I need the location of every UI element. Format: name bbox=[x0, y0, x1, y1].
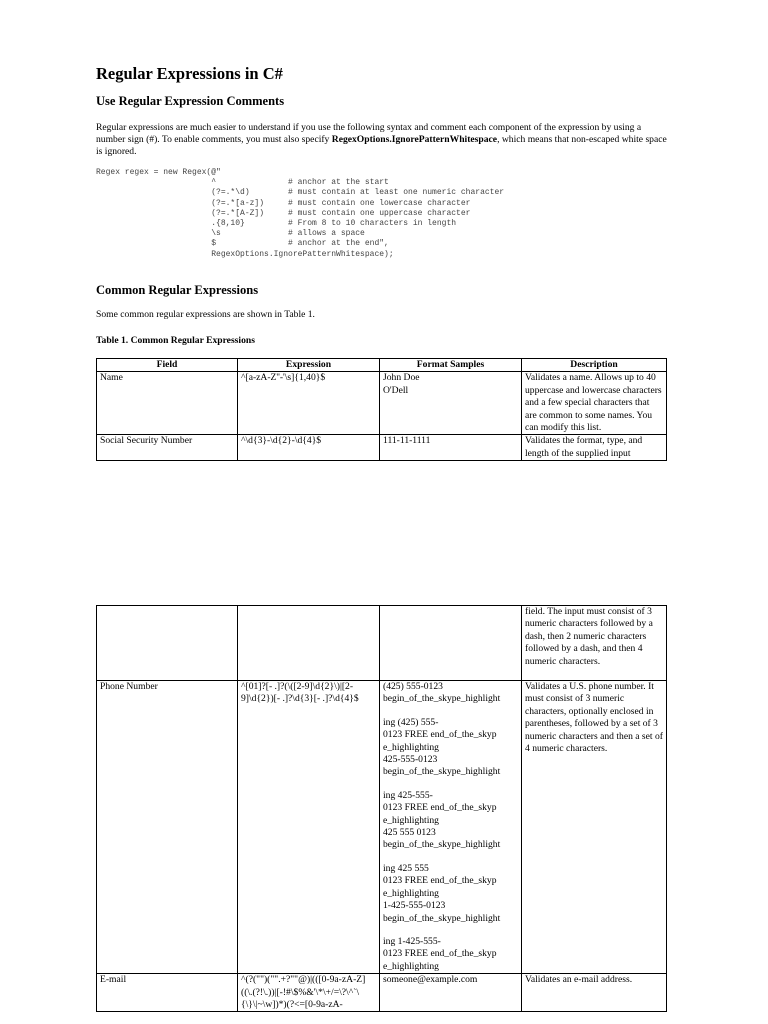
cell-expression: ^[a-zA-Z''-'\s]{1,40}$ bbox=[238, 372, 380, 435]
spacer bbox=[383, 852, 518, 863]
cell-field: E-mail bbox=[97, 974, 238, 1012]
sample-text: ing 1-425-555- 0123 FREE end_of_the_skyp e_highlighting bbox=[383, 935, 497, 972]
cell-expression-empty bbox=[238, 606, 380, 681]
table-row bbox=[97, 435, 667, 461]
spacer bbox=[383, 706, 518, 717]
table-row bbox=[97, 681, 667, 974]
regex-table-part1 bbox=[96, 358, 667, 461]
cell-field: Social Security Number bbox=[97, 435, 238, 461]
intro-text-1: Regular expressions are much easier to understand if you use the following syntax and comment each component of the expression by using a number sign (#). To enable comments, you must also specify bbox=[96, 122, 642, 145]
regex-table-part2 bbox=[96, 605, 667, 1012]
cell-expression: ^(?("")("".+?""@)|(([0-9a-zA-Z]((\.(?!\.))|[-!#\$%&'\*\+/=\?\^`\{\}\|~\w])*)(?<=[0-9a-zA- bbox=[238, 974, 380, 1012]
header-description: Description bbox=[522, 359, 667, 372]
sample-text: O'Dell bbox=[383, 384, 409, 396]
cell-samples bbox=[380, 372, 522, 435]
section-heading-common: Common Regular Expressions bbox=[96, 283, 259, 297]
spacer bbox=[383, 925, 518, 936]
cell-samples: 111-11-1111 bbox=[380, 435, 522, 461]
sample-text: (425) 555-0123 begin_of_the_skype_highlight bbox=[383, 681, 501, 705]
sample-text: ing (425) 555- 0123 FREE end_of_the_skyp e_highlighting 425-555-0123 begin_of_the_skype_highlight bbox=[383, 716, 501, 778]
cell-expression: ^[01]?[- .]?(\([2-9]\d{2}\)|[2-9]\d{2})[- .]?\d{3}[- .]?\d{4}$ bbox=[238, 681, 380, 974]
spacer bbox=[383, 779, 518, 790]
cell-field-empty bbox=[97, 606, 238, 681]
intro-paragraph bbox=[96, 122, 672, 158]
section-heading-comments: Use Regular Expression Comments bbox=[96, 94, 285, 108]
cell-samples bbox=[380, 681, 522, 974]
header-field: Field bbox=[97, 359, 238, 372]
cell-description: field. The input must consist of 3 numeric characters followed by a dash, then 2 numeric characters followed by a dash, and then 4 numeric characters. bbox=[522, 606, 667, 681]
header-format-samples: Format Samples bbox=[380, 359, 522, 372]
cell-expression: ^\d{3}-\d{2}-\d{4}$ bbox=[238, 435, 380, 461]
cell-field: Name bbox=[97, 372, 238, 435]
sample-text: ing 425 555 0123 FREE end_of_the_skyp e_highlighting 1-425-555-0123 begin_of_the_skype_highlight bbox=[383, 862, 501, 924]
cell-description: Validates a name. Allows up to 40 uppercase and lowercase characters and a few special characters that are common to some names. You can modify this list. bbox=[522, 372, 667, 435]
table-header-row bbox=[97, 359, 667, 372]
page-title: Regular Expressions in C# bbox=[96, 64, 283, 83]
intro-text-2: , which means that non-escaped white space is ignored. bbox=[96, 134, 667, 157]
cell-field: Phone Number bbox=[97, 681, 238, 974]
cell-description: Validates the format, type, and length of the supplied input bbox=[522, 435, 667, 461]
table-row bbox=[97, 974, 667, 1012]
cell-samples-empty bbox=[380, 606, 522, 681]
sample-text: ing 425-555- 0123 FREE end_of_the_skyp e_highlighting 425 555 0123 begin_of_the_skype_highlight bbox=[383, 789, 501, 851]
table-caption: Table 1. Common Regular Expressions bbox=[96, 335, 255, 346]
code-sample: Regex regex = new Regex(@" ^ # anchor at the start (?=.*\d) # must contain at least one numeric character (?=.*[a-z]) # must contain one lowercase character (?=.*[A-Z]) # must contain one uppercase character .{8,10} # From 8 to 10 characters in length \s # allows a space $ # anchor at the end", RegexOptions.IgnorePatternWhitespace); bbox=[96, 168, 505, 259]
cell-samples: someone@example.com bbox=[380, 974, 522, 1012]
header-expression: Expression bbox=[238, 359, 380, 372]
cell-description: Validates a U.S. phone number. It must consist of 3 numeric characters, optionally enclosed in parentheses, followed by a set of 3 numeric characters and then a set of 4 numeric characters. bbox=[522, 681, 667, 974]
section-intro-text: Some common regular expressions are shown in Table 1. bbox=[96, 309, 315, 320]
intro-bold-option: RegexOptions.IgnorePatternWhitespace bbox=[331, 134, 498, 145]
table-row bbox=[97, 606, 667, 681]
cell-description: Validates an e-mail address. bbox=[522, 974, 667, 1012]
sample-text: John Doe bbox=[383, 372, 420, 384]
table-row bbox=[97, 372, 667, 435]
